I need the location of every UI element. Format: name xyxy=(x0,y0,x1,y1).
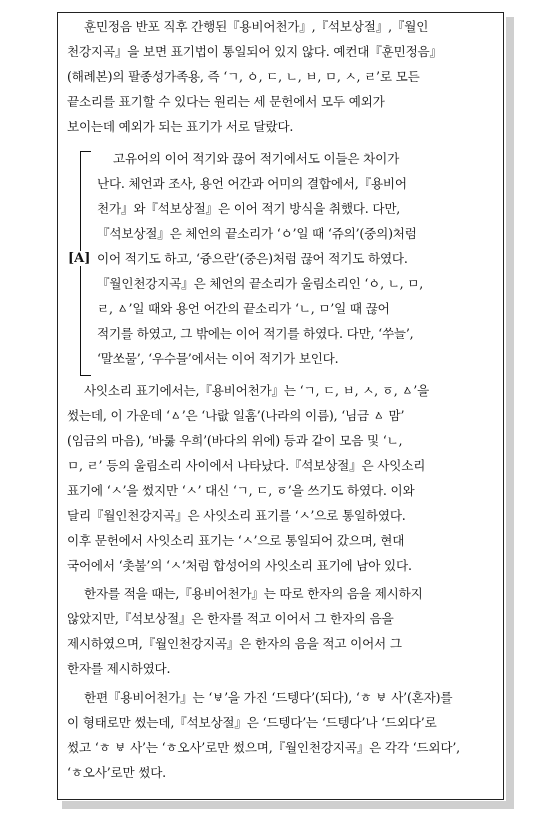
p5-line-3: 썼고 ‘ㅎ ㅸ 사’는 ‘ㅎ오사’로만 썼으며,『월인천강지곡』은 각각 ‘드외다’, xyxy=(67,740,460,755)
frame-shadow-right xyxy=(506,17,514,803)
passage-a-line-4: 『석보상절』은 체언의 끝소리가 ‘ㆁ’일 때 ‘쥬의’(중의)처럼 xyxy=(97,226,417,241)
passage-a-line-1: 고유어의 이어 적기와 끊어 적기에서도 이들은 차이가 xyxy=(113,151,400,166)
p4-line-2: 않았지만,『석보상절』은 한자를 적고 이어서 그 한자의 음을 xyxy=(67,611,394,626)
p1-line-4: 끝소리를 표기할 수 있다는 원리는 세 문헌에서 모두 예외가 xyxy=(67,94,385,109)
passage-a-line-8: 적기를 하였고, 그 밖에는 이어 적기를 하였다. 다만, ‘쑤늘’, xyxy=(97,326,414,341)
passage-a-line-9: ‘말쏘물’, ‘우수믈’에서는 이어 적기가 보인다. xyxy=(97,351,339,366)
p4-line-1: 한자를 적을 때는,『용비어천가』는 따로 한자의 음을 제시하지 xyxy=(84,586,423,601)
passage-a-label: [A] xyxy=(68,251,91,266)
p1-line-5: 보이는데 예외가 되는 표기가 서로 달랐다. xyxy=(67,119,294,134)
p3-line-6: 달리『월인천강지곡』은 사잇소리 표기를 ‘ㅅ’으로 통일하였다. xyxy=(67,508,406,523)
passage-a-line-6: 『월인천강지곡』은 체언의 끝소리가 울림소리인 ‘ㆁ, ㄴ, ㅁ, xyxy=(97,276,424,291)
passage-a-line-5: 이어 적기도 하고, ‘즁으란’(중은)처럼 끊어 적기도 하였다. xyxy=(97,251,408,266)
passage-a-line-2: 난다. 체언과 조사, 용언 어간과 어미의 결합에서,『용비어 xyxy=(97,176,407,191)
p3-line-2: 썼는데, 이 가운데 ‘ㅿ’은 ‘나랎 일훔’(나라의 이름), ‘님금 ㅿ 맘’ xyxy=(67,408,405,423)
p3-line-4: ㅁ, ㄹ’ 등의 울림소리 사이에서 나타났다.『석보상절』은 사잇소리 xyxy=(67,458,426,473)
p1-line-2: 천강지곡』을 보면 표기법이 통일되어 있지 않다. 예컨대『훈민정음』 xyxy=(67,44,442,59)
p1-line-3: (해례본)의 팔종성가족용, 즉 ‘ㄱ, ㆁ, ㄷ, ㄴ, ㅂ, ㅁ, ㅅ, ㄹ’로 모든 xyxy=(67,69,420,84)
p3-line-5: 표기에 ‘ㅅ’을 썼지만 ‘ㅅ’ 대신 ‘ㄱ, ㄷ, ㆆ’을 쓰기도 하였다. 이와 xyxy=(67,483,415,498)
frame-shadow-bottom xyxy=(62,801,514,809)
passage-a-bracket-bottom xyxy=(80,375,91,376)
p4-line-4: 한자를 제시하였다. xyxy=(67,661,171,676)
p5-line-1: 한편『용비어천가』는 ‘ㅸ’을 가진 ‘드텡다’(되다), ‘ㅎ ㅸ 사’(혼자)를 xyxy=(84,690,453,705)
p3-line-8: 국어에서 ‘촛불’의 ‘ㅅ’처럼 합성어의 사잇소리 표기에 남아 있다. xyxy=(67,558,412,573)
p3-line-7: 이후 문헌에서 사잇소리 표기는 ‘ㅅ’으로 통일되어 갔으며, 현대 xyxy=(67,533,405,548)
passage-a-line-3: 천가』와『석보상절』은 이어 적기 방식을 취했다. 다만, xyxy=(97,201,401,216)
passage-a-line-7: ㄹ, ㅿ’일 때와 용언 어간의 끝소리가 ‘ㄴ, ㅁ’일 때 끊어 xyxy=(97,301,390,316)
p5-line-4: ‘ㅎ오사’로만 썼다. xyxy=(67,765,166,780)
p4-line-3: 제시하였으며,『월인천강지곡』은 한자의 음을 적고 이어서 그 xyxy=(67,636,402,651)
p3-line-1: 사잇소리 표기에서는,『용비어천가』는 ‘ㄱ, ㄷ, ㅂ, ㅅ, ㆆ, ㅿ’을 xyxy=(84,383,430,398)
p3-line-3: (임금의 마음), ‘바룷 우희’(바다의 위에) 등과 같이 모음 및 ‘ㄴ, xyxy=(67,433,403,448)
p5-line-2: 이 형태로만 썼는데,『석보상절』은 ‘드텡다’는 ‘드텡다’나 ‘드외다’로 xyxy=(67,715,437,730)
passage-a-bracket-top xyxy=(80,151,91,152)
p1-line-1: 훈민정음 반포 직후 간행된『용비어천가』,『석보상절』,『월인 xyxy=(84,19,429,34)
